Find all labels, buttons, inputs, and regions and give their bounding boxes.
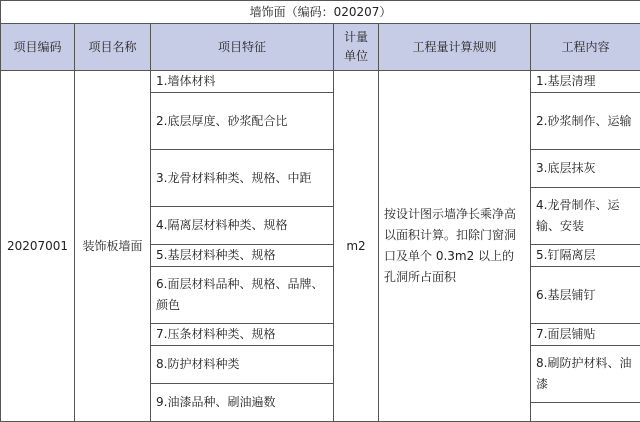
feature-6: 6.面层材料品种、规格、品牌、颜色 [151,267,334,324]
content-5: 5.钉隔离层 [531,245,640,267]
feature-7: 7.压条材料种类、规格 [151,324,334,346]
content-filler [531,403,640,422]
feature-5: 5.基层材料种类、规格 [151,245,334,267]
header-unit: 计量单位 [334,24,379,71]
header-row [1,24,640,71]
feature-4: 4.隔离层材料种类、规格 [151,207,334,245]
table-title: 墙饰面（编码：020207） [1,1,640,24]
header-features: 项目特征 [151,24,334,71]
content-4: 4.龙骨制作、运输、安装 [531,188,640,245]
feature-1: 1.墙体材料 [151,71,334,93]
content-6: 6.基层铺钉 [531,267,640,324]
item-code: 20207001 [1,71,75,422]
header-name: 项目名称 [75,24,151,71]
content-1: 1.基层清理 [531,71,640,93]
calc-rule: 按设计图示墙净长乘净高以面积计算。扣除门窗洞口及单个 0.3m2 以上的孔洞所占面积 [379,71,531,422]
content-3: 3.底层抹灰 [531,150,640,188]
header-content: 工程内容 [531,24,640,71]
header-code: 项目编码 [1,24,75,71]
feature-9: 9.油漆品种、刷油遍数 [151,384,334,422]
content-2: 2.砂浆制作、运输 [531,93,640,150]
item-name: 装饰板墙面 [75,71,151,422]
content-7: 7.面层铺贴 [531,324,640,346]
feature-2: 2.底层厚度、砂浆配合比 [151,93,334,150]
item-unit: m2 [334,71,379,422]
content-8: 8.刷防护材料、油漆 [531,346,640,403]
feature-8: 8.防护材料种类 [151,346,334,384]
feature-3: 3.龙骨材料种类、规格、中距 [151,150,334,207]
header-rule: 工程量计算规则 [379,24,531,71]
